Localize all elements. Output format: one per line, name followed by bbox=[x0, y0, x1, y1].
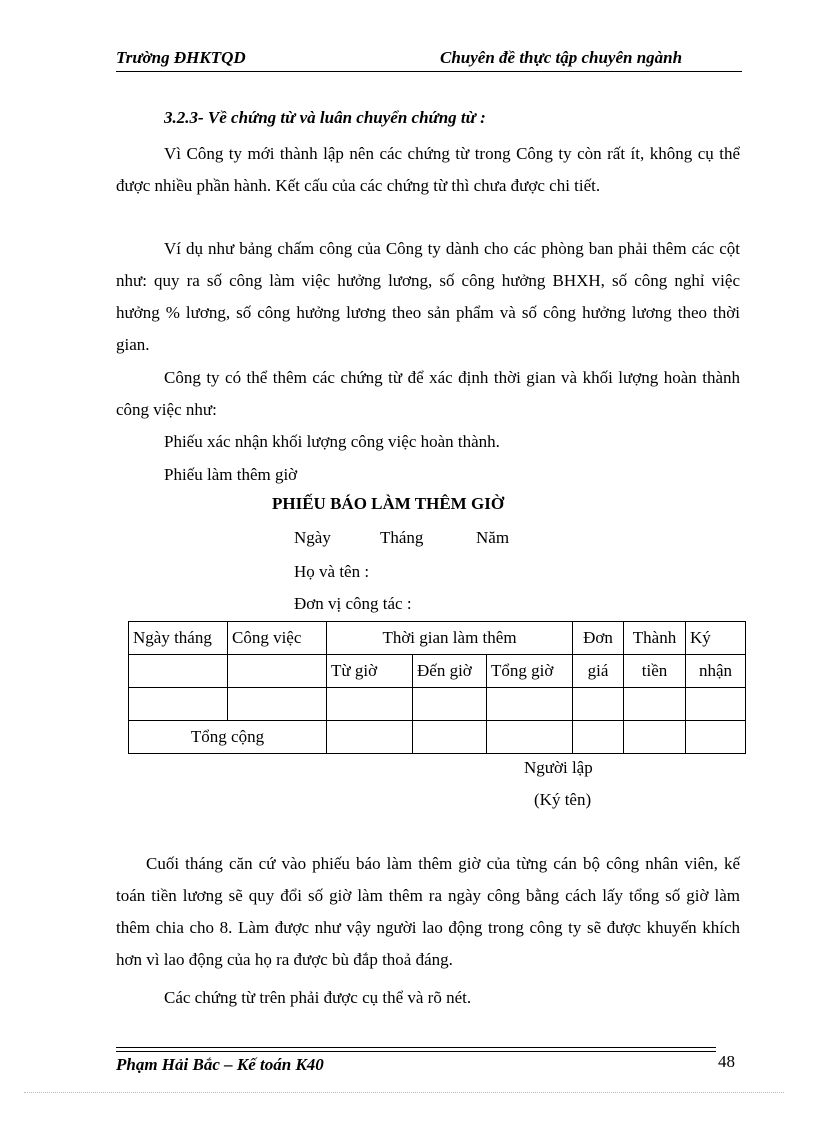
paragraph-5: Các chứng từ trên phải được cụ thể và rõ nét. bbox=[164, 988, 472, 1007]
table-cell bbox=[413, 721, 487, 754]
col-amount-header-top: Thành bbox=[624, 622, 686, 655]
col-date-header: Ngày tháng bbox=[129, 622, 228, 655]
table-cell bbox=[686, 688, 746, 721]
table-cell bbox=[129, 655, 228, 688]
col-total-hours-header: Tổng giờ bbox=[487, 655, 573, 688]
footer-rule bbox=[116, 1047, 716, 1048]
col-work-header: Công việc bbox=[228, 622, 327, 655]
overtime-table bbox=[128, 621, 746, 754]
table-subheader-row bbox=[129, 655, 746, 688]
table-cell bbox=[624, 688, 686, 721]
col-unit-price-header-top: Đơn bbox=[573, 622, 624, 655]
table-cell bbox=[487, 721, 573, 754]
col-sign-header-top: Ký bbox=[686, 622, 746, 655]
form-date-year: Năm bbox=[476, 528, 510, 547]
list-line-2: Phiếu làm thêm giờ bbox=[164, 465, 298, 484]
table-cell bbox=[624, 721, 686, 754]
table-row bbox=[129, 688, 746, 721]
footer-rule-thin bbox=[116, 1051, 716, 1052]
form-date-month: Tháng bbox=[380, 528, 424, 547]
list-line-1: Phiếu xác nhận khối lượng công việc hoàn thành. bbox=[164, 432, 500, 451]
table-cell bbox=[487, 688, 573, 721]
col-sign-header-bottom: nhận bbox=[686, 655, 746, 688]
paragraph-4: Cuối tháng căn cứ vào phiếu báo làm thêm giờ của từng cán bộ công nhân viên, kế toán tiền lương sẽ quy đổi số giờ làm thêm ra ngày công bằng cách lấy tổng số giờ làm thêm chia cho 8. Làm được như vậy người lao động trong công ty sẽ được khuyến khích hơn vì lao động của họ ra được bù đắp thoả đáng. bbox=[116, 854, 740, 969]
table-cell bbox=[573, 721, 624, 754]
table-header-row bbox=[129, 622, 746, 655]
col-from-header: Từ giờ bbox=[327, 655, 413, 688]
form-date-day: Ngày bbox=[294, 528, 331, 547]
col-to-header: Đến giờ bbox=[413, 655, 487, 688]
page-number: 48 bbox=[718, 1052, 735, 1071]
form-unit-field: Đơn vị công tác : bbox=[294, 594, 412, 613]
col-unit-price-header-bottom: giá bbox=[573, 655, 624, 688]
table-total-row bbox=[129, 721, 746, 754]
total-row-label: Tổng cộng bbox=[129, 721, 327, 754]
col-overtime-header: Thời gian làm thêm bbox=[327, 622, 573, 655]
table-cell bbox=[228, 688, 327, 721]
form-title: PHIẾU BÁO LÀM THÊM GIỜ bbox=[272, 494, 505, 513]
header-school: Trường ĐHKTQD bbox=[116, 48, 246, 67]
paragraph-2: Ví dụ như bảng chấm công của Công ty dành cho các phòng ban phải thêm các cột như: quy ra số công làm việc hưởng lương, số công hưởng BHXH, số công nghỉ việc hưởng % lương, số công hưởng lương theo sản phẩm và số công hưởng lương theo thời gian. bbox=[116, 239, 740, 354]
table-cell bbox=[573, 688, 624, 721]
signer-note: (Ký tên) bbox=[534, 790, 592, 809]
table-cell bbox=[413, 688, 487, 721]
footer-author: Phạm Hải Bắc – Kế toán K40 bbox=[116, 1055, 324, 1074]
form-name-field: Họ và tên : bbox=[294, 562, 370, 581]
paragraph-1: Vì Công ty mới thành lập nên các chứng từ trong Công ty còn rất ít, không cụ thể được nhiều phần hành. Kết cấu của các chứng từ thì chưa được chi tiết. bbox=[116, 144, 740, 195]
signer-role: Người lập bbox=[524, 758, 593, 777]
header-rule bbox=[116, 71, 742, 72]
col-amount-header-bottom: tiền bbox=[624, 655, 686, 688]
page-edge-divider bbox=[24, 1092, 784, 1093]
table-cell bbox=[129, 688, 228, 721]
section-heading: 3.2.3- Về chứng từ và luân chuyển chứng từ : bbox=[164, 108, 486, 127]
table-cell bbox=[228, 655, 327, 688]
paragraph-3: Công ty có thể thêm các chứng từ để xác định thời gian và khối lượng hoàn thành công việc như: bbox=[116, 368, 740, 419]
table-cell bbox=[327, 721, 413, 754]
table-cell bbox=[686, 721, 746, 754]
table-cell bbox=[327, 688, 413, 721]
header-report-title: Chuyên đề thực tập chuyên ngành bbox=[440, 48, 683, 67]
